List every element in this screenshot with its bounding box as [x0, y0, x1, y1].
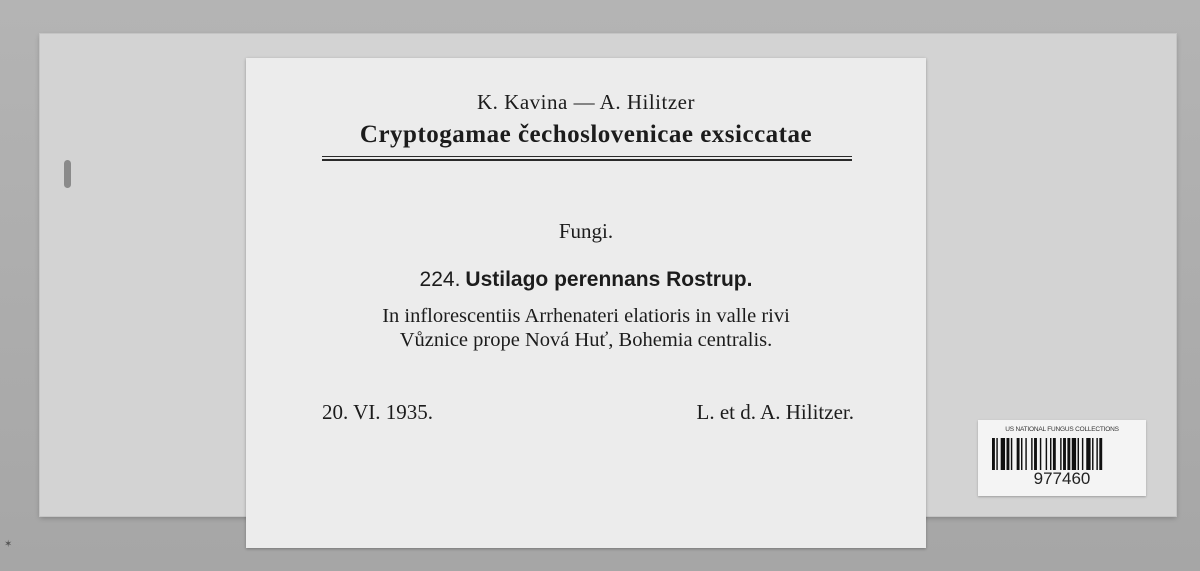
barcode-bar	[996, 438, 997, 470]
habitat-text	[306, 304, 866, 352]
series-title: Cryptogamae čechoslovenicae exsiccatae	[359, 121, 813, 148]
habitat-line-1: In inflorescentiis Arrhenateri elatioris in valle rivi	[382, 305, 790, 327]
barcode-bar	[1053, 438, 1056, 470]
barcode-label	[978, 420, 1146, 496]
specimen-number: 224.	[419, 268, 461, 291]
barcode-bar	[1011, 438, 1012, 470]
barcode-bar	[1067, 438, 1070, 470]
barcode-bar	[992, 438, 995, 470]
barcode-bar	[1092, 438, 1093, 470]
barcode-bar	[1040, 438, 1041, 470]
barcode-bar	[1021, 438, 1022, 470]
barcode-caption: US NATIONAL FUNGUS COLLECTIONS	[1005, 426, 1119, 433]
barcode-bar	[1001, 438, 1005, 470]
group-name: Fungi.	[558, 219, 614, 243]
barcode-bar	[1031, 438, 1032, 470]
barcode-bar	[1086, 438, 1090, 470]
specimen-label	[246, 58, 926, 548]
barcode-bar	[1046, 438, 1047, 470]
barcode-bar	[1072, 438, 1076, 470]
title-double-rule	[322, 156, 852, 161]
barcode-bar	[1007, 438, 1010, 470]
barcode-bar	[1099, 438, 1102, 470]
barcode-bar	[1017, 438, 1020, 470]
barcode-icon	[992, 438, 1132, 470]
barcode-bar	[1082, 438, 1083, 470]
collection-date: 20. VI. 1935.	[322, 400, 434, 424]
barcode-bar	[1050, 438, 1051, 470]
sheet-mark	[64, 160, 71, 188]
species-line	[246, 268, 926, 292]
collector: L. et d. A. Hilitzer.	[696, 400, 854, 424]
barcode-bar	[1078, 438, 1079, 470]
authors-line: K. Kavina — A. Hilitzer	[477, 90, 695, 114]
sheet-speck: ✶	[4, 539, 13, 550]
barcode-bar	[1096, 438, 1097, 470]
barcode-bar	[1060, 438, 1061, 470]
habitat-line-2: Vůznice prope Nová Huť, Bohemia centralis.	[399, 329, 773, 351]
barcode-bar	[1063, 438, 1066, 470]
species-name: Ustilago perennans Rostrup.	[465, 268, 753, 291]
barcode-number: 977460	[1033, 469, 1091, 488]
barcode-bar	[1034, 438, 1037, 470]
barcode-bar	[1025, 438, 1026, 470]
